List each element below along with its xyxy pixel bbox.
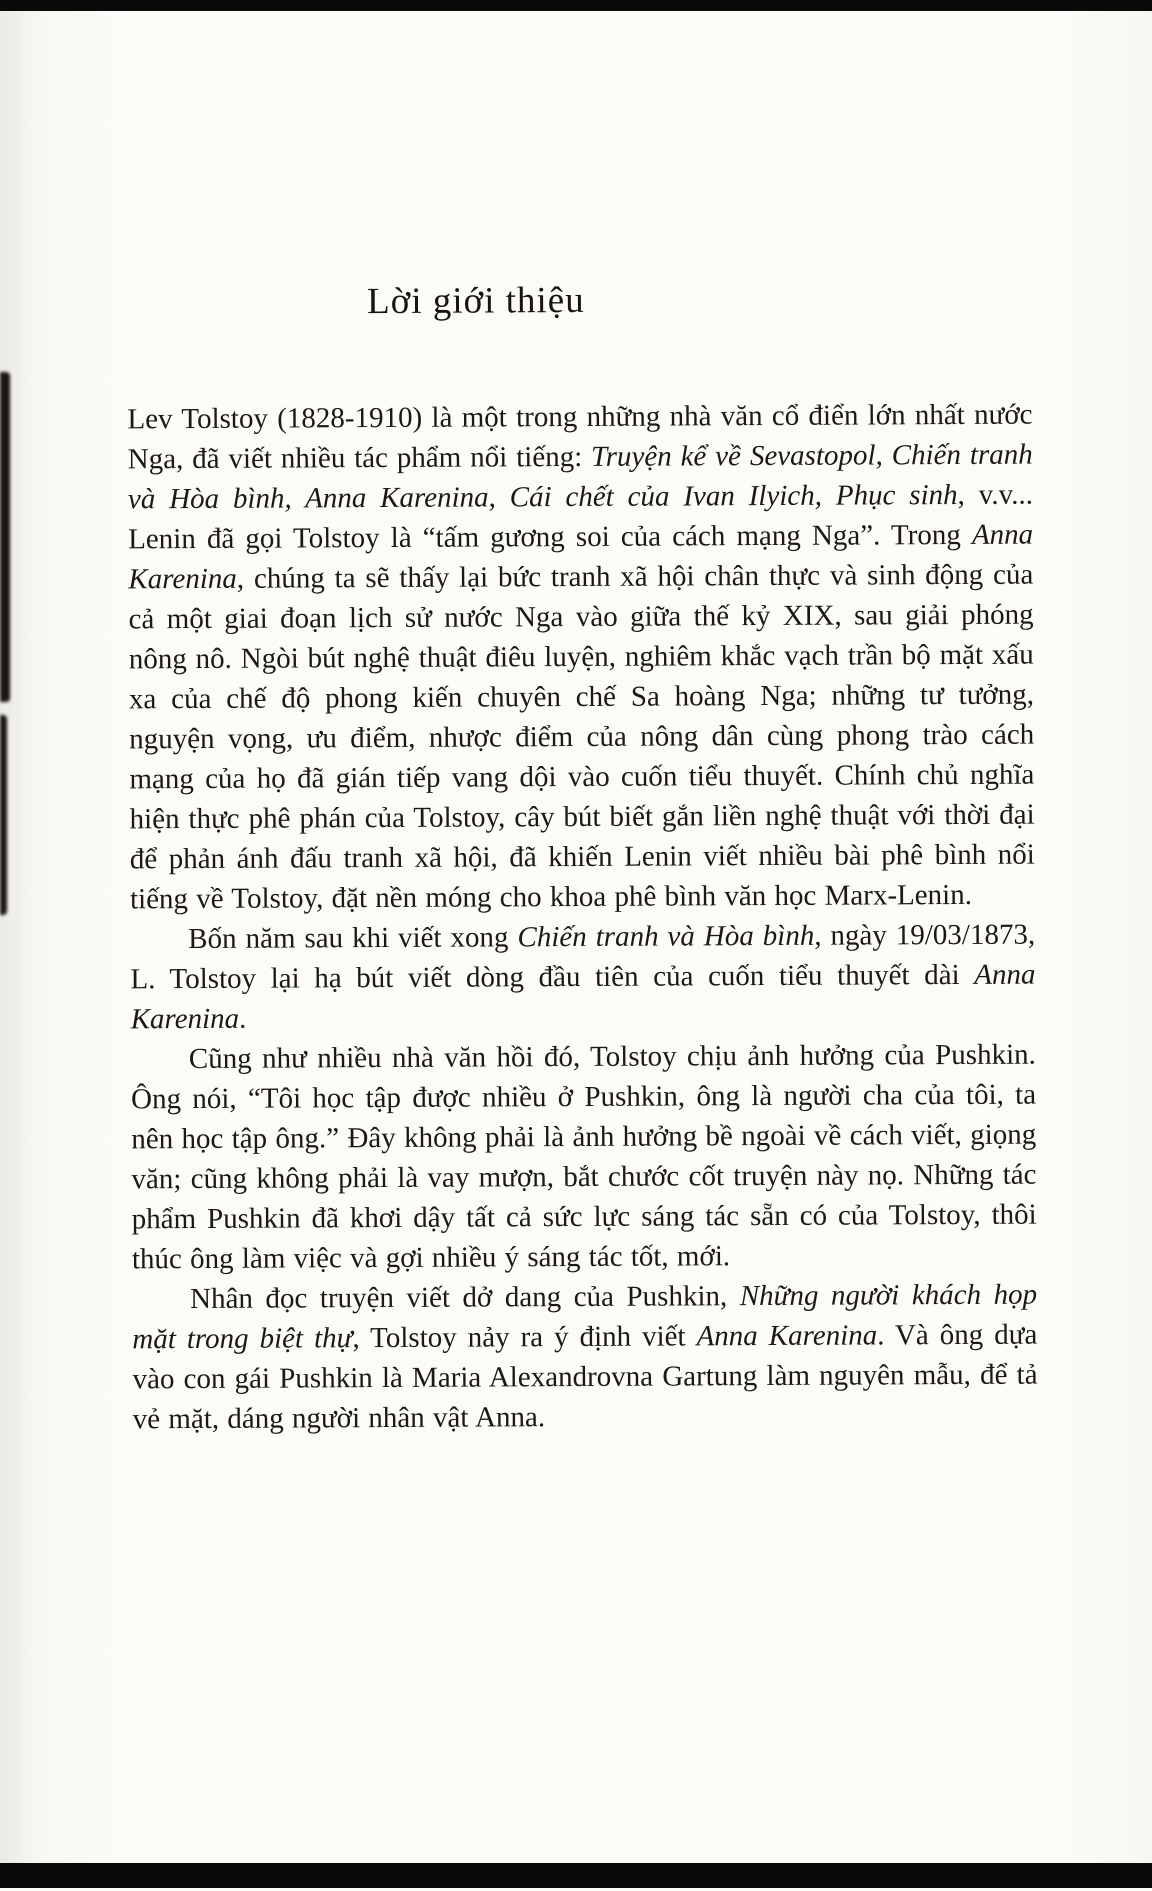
text-segment: . Và ông dựa vào con gái Pushkin là Maria Alexandrovna Gartung làm nguyên mẫu, để tả vẻ mặt, dáng người nhân vật Anna. [132, 1318, 1038, 1436]
text-segment: , ngày 19/03/1873, L. Tolstoy lại hạ bút viết dòng đầu tiên của cuốn tiểu thuyết dài [130, 918, 1036, 996]
body-text [127, 395, 1037, 1440]
paragraph-3 [131, 1035, 1037, 1280]
book-title-italic: Anna Karenina [130, 958, 1036, 1036]
text-segment: , v.v... Lenin đã gọi Tolstoy là “tấm gương soi của cách mạng Nga”. Trong [128, 478, 1034, 556]
book-title-italic: Truyện kể về Sevastopol, Chiến tranh và Hòa bình, Anna Karenina, Cái chết của Ivan Ilyich, Phục sinh [127, 438, 1033, 516]
text-segment: . [239, 1002, 247, 1035]
book-title-italic: Anna Karenina [128, 518, 1034, 596]
text-segment: Cũng như nhiều nhà văn hồi đó, Tolstoy chịu ảnh hưởng của Pushkin. Ông nói, “Tôi học tập được nhiều ở Pushkin, ông là người cha của tôi, ta nên học tập ông.” Đây không phải là ảnh hưởng bề ngoài về cách viết, giọng văn; cũng không phải là vay mượn, bắt chước cốt truyện này nọ. Những tác phẩm Pushkin đã khơi dậy tất cả sức lực sáng tác sẵn có của Tolstoy, thôi thúc ông làm việc và gợi nhiều ý sáng tác tốt, mới. [130, 1038, 1037, 1276]
text-segment: , Tolstoy nảy ra ý định viết [352, 1320, 697, 1355]
paragraph-4 [132, 1275, 1038, 1440]
text-segment: Bốn năm sau khi viết xong [188, 921, 518, 956]
paragraph-2 [130, 915, 1036, 1040]
text-segment: Nhân đọc truyện viết dở dang của Pushkin, [190, 1280, 740, 1316]
book-title-italic: Chiến tranh và Hòa bình [517, 919, 815, 954]
page-title: Lời giới thiệu [367, 279, 585, 323]
book-title-italic: Anna Karenina [696, 1319, 878, 1353]
paragraph-1 [127, 395, 1035, 920]
text-segment: Lev Tolstoy (1828-1910) là một trong những nhà văn cổ điển lớn nhất nước Nga, đã viết nhiều tác phẩm nổi tiếng: [127, 398, 1033, 476]
text-segment: , chúng ta sẽ thấy lại bức tranh xã hội chân thực và sinh động của cả một giai đoạn lịch sử nước Nga vào giữa thế kỷ XIX, sau giải phóng nông nô. Ngòi bút nghệ thuật điêu luyện, nghiêm khắc vạch trần bộ mặt xấu xa của chế độ phong kiến chuyên chế Sa hoàng Nga; những tư tưởng, nguyện vọng, ưu điểm, nhược điểm của nông dân cùng phong trào cách mạng của họ đã gián tiếp vang dội vào cuốn tiểu thuyết. Chính chủ nghĩa hiện thực phê phán của Tolstoy, cây bút biết gắn liền nghệ thuật với thời đại để phản ánh đấu tranh xã hội, đã khiến Lenin viết nhiều bài phê bình nổi tiếng về Tolstoy, đặt nền móng cho khoa phê bình văn học Marx-Lenin. [128, 558, 1035, 916]
book-title-italic: Những người khách họp mặt trong biệt thự [132, 1278, 1038, 1356]
